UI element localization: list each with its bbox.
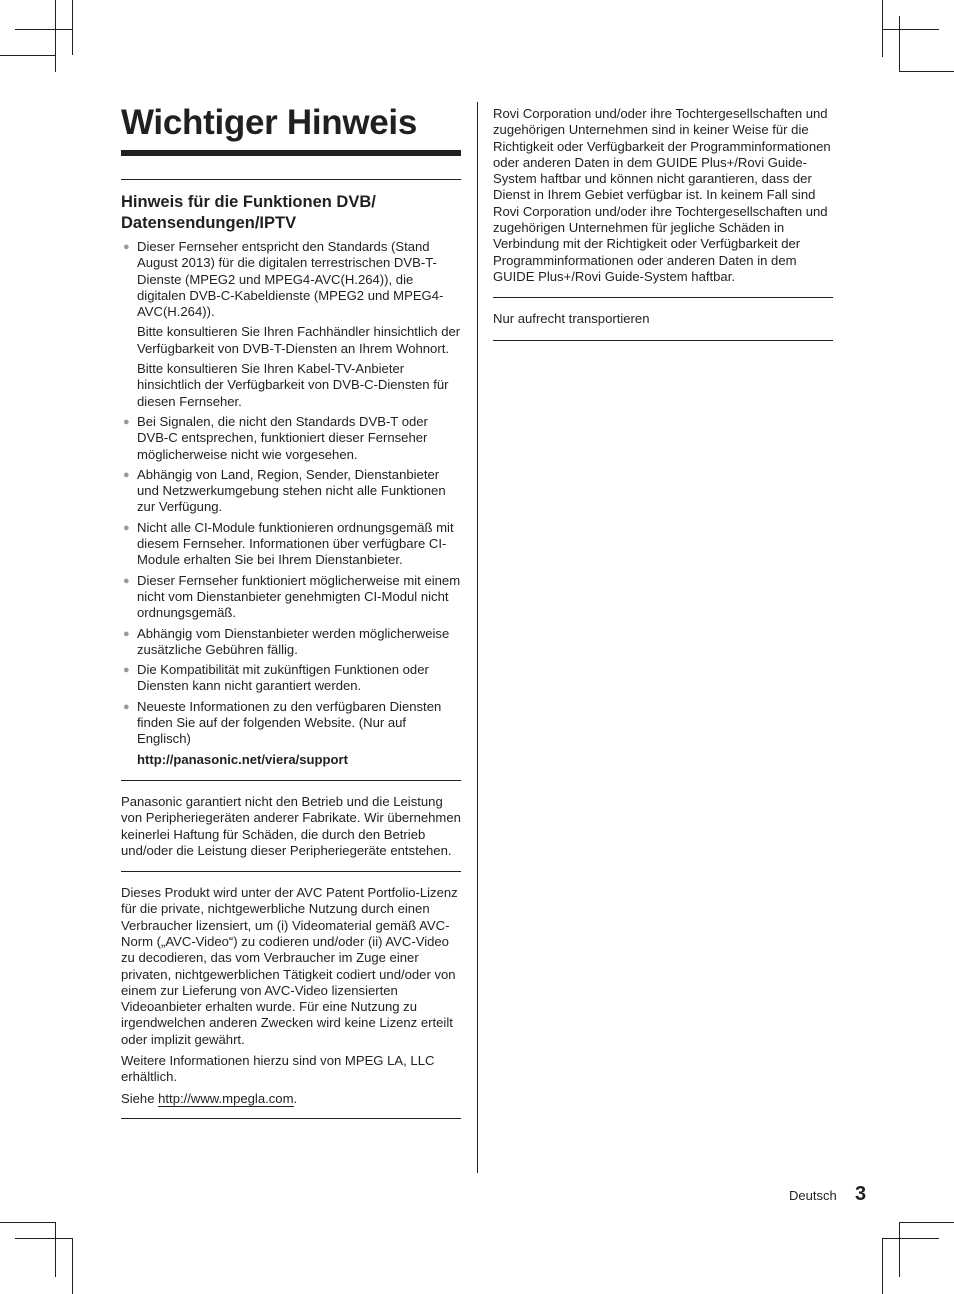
list-item-text: Die Kompatibilität mit zukünftigen Funktionen oder Diensten kann nicht garantiert werden. (137, 662, 429, 694)
crop-mark (882, 1238, 939, 1239)
crop-mark (882, 0, 883, 57)
crop-mark (55, 1222, 56, 1277)
crop-mark (72, 1238, 73, 1294)
list-item-text: Neueste Informationen zu den verfügbaren Diensten finden Sie auf der folgenden Website. (Nur auf Englisch) (137, 698, 442, 747)
section-divider (493, 340, 833, 341)
mpegla-link[interactable]: http://www.mpegla.com (158, 1090, 294, 1106)
list-item (121, 414, 461, 463)
right-column (493, 106, 833, 341)
column-divider (477, 102, 478, 1173)
list-item-text: Bei Signalen, die nicht den Standards DVB-T oder DVB-C entsprechen, funktioniert dieser Fernseher möglicherweise nicht wie vorgesehen. (137, 413, 428, 462)
page-title: Wichtiger Hinweis (121, 103, 418, 142)
list-item (121, 520, 461, 569)
list-item (121, 699, 461, 748)
crop-mark (15, 29, 72, 30)
list-item (121, 573, 461, 622)
section-divider (121, 1118, 461, 1119)
transport-note: Nur aufrecht transportieren (493, 311, 650, 327)
list-item-text: Dieser Fernseher funktioniert möglicherweise mit einem nicht vom Dienstanbieter genehmigten CI-Modul nicht ordnungsgemäß. (137, 572, 461, 621)
page-number: 3 (855, 1183, 867, 1205)
dvb-notice-section (121, 192, 461, 768)
bullet-icon: ● (123, 700, 130, 713)
bullet-icon: ● (123, 521, 130, 534)
list-item (121, 239, 461, 320)
list-item (121, 467, 461, 516)
crop-mark (72, 0, 73, 55)
crop-mark (15, 1238, 72, 1239)
crop-mark (0, 1222, 55, 1223)
peripheral-disclaimer: Panasonic garantiert nicht den Betrieb und die Leistung von Peripheriegeräten anderer Fabrikate. Wir übernehmen keinerlei Haftung für Schäden, die durch den Betrieb und/oder die Leistung dieser Peripheriegeräte entstehen. (121, 793, 461, 858)
section-divider (121, 780, 461, 781)
list-note: Bitte konsultieren Sie Ihren Kabel-TV-Anbieter hinsichtlich der Verfügbarkeit von DVB-C-Diensten für diesen Fernseher. (137, 361, 449, 409)
bullet-icon: ● (123, 627, 130, 640)
crop-mark (899, 1222, 900, 1277)
avc-license-text: Dieses Produkt wird unter der AVC Patent Portfolio-Lizenz für die private, nichtgewerbliche Nutzung durch einen Verbraucher lizensiert, um (i) Videomaterial gemäß AVC-Norm („AVC-Video“) zu codieren und/oder (ii) AVC-Video zu decodieren, das vom Verbraucher im Zuge einer privaten, nichtgewerblichen Tätigkeit codiert und/oder von einem zur Lieferung von AVC-Video lizensierten Videoanbieter erhalten wurde. Für eine Nutzung zu irgendwelchen anderen Zwecken wird keine Lizenz erteilt oder implizit gewährt. (121, 885, 458, 1047)
bullet-icon: ● (123, 241, 130, 253)
list-item (121, 662, 461, 695)
list-item-text: Abhängig von Land, Region, Sender, Dienstanbieter und Netzwerkumgebung stehen nicht alle Funktionen zur Verfügung. (137, 466, 446, 515)
list-item (121, 626, 461, 659)
rovi-disclaimer: Rovi Corporation und/oder ihre Tochtergesellschaften und zugehörigen Unternehmen sind in keiner Weise für die Richtigkeit oder Verfügbarkeit der Programminformationen oder anderen Daten in dem GUIDE Plus+/Rovi Guide-System haftbar und können nicht garantieren, dass der Dienst in Ihrem Gebiet verfügbar ist. In keinem Fall sind Rovi Corporation und/oder ihre Tochtergesellschaften und zugehörigen Unternehmen für jegliche Schäden in Verbindung mit der Richtigkeit oder Verfügbarkeit der Programminformationen oder anderen Daten in dem GUIDE Plus+/Rovi Guide-System haftbar. (493, 106, 831, 284)
see-prefix: Siehe (121, 1090, 159, 1106)
footer-language: Deutsch (789, 1188, 837, 1203)
crop-mark (0, 55, 55, 56)
support-url[interactable]: http://panasonic.net/viera/support (137, 751, 348, 767)
see-line (121, 1091, 461, 1107)
section-divider (493, 297, 833, 298)
left-column (121, 102, 461, 1119)
list-note: Bitte konsultieren Sie Ihren Fachhändler hinsichtlich der Verfügbarkeit von DVB-T-Diensten an Ihrem Wohnort. (137, 324, 461, 356)
crop-mark (899, 1222, 954, 1223)
crop-mark (882, 29, 939, 30)
section-divider (121, 871, 461, 872)
crop-mark (899, 71, 954, 72)
section-divider (121, 179, 461, 180)
crop-mark (899, 16, 900, 71)
notice-list (121, 239, 461, 768)
see-suffix: . (293, 1090, 298, 1106)
title-underline (121, 150, 461, 156)
mpeg-la-info: Weitere Informationen hierzu sind von MPEG LA, LLC erhältlich. (121, 1053, 435, 1085)
bullet-icon: ● (123, 468, 130, 481)
list-item-text: Dieser Fernseher entspricht den Standards (Stand August 2013) für die digitalen terrestrischen DVB-T-Dienste (MPEG2 und MPEG4-AVC(H.264)), die digitalen DVB-C-Kabeldienste (MPEG2 und MPEG4-AVC(H.264)). (137, 239, 444, 320)
crop-mark (55, 0, 56, 72)
crop-mark (882, 1238, 883, 1294)
bullet-icon: ● (123, 664, 130, 677)
avc-license-section (121, 885, 461, 1107)
list-item-text: Abhängig vom Dienstanbieter werden möglicherweise zusätzliche Gebühren fällig. (137, 625, 450, 657)
list-item-text: Nicht alle CI-Module funktionieren ordnungsgemäß mit diesem Fernseher. Informationen über verfügbare CI-Module erhalten Sie bei Ihrem Dienstanbieter. (137, 519, 454, 568)
bullet-icon: ● (123, 415, 130, 428)
bullet-icon: ● (123, 574, 130, 587)
section-heading: Hinweis für die Funktionen DVB/ Datensendungen/IPTV (121, 193, 376, 232)
